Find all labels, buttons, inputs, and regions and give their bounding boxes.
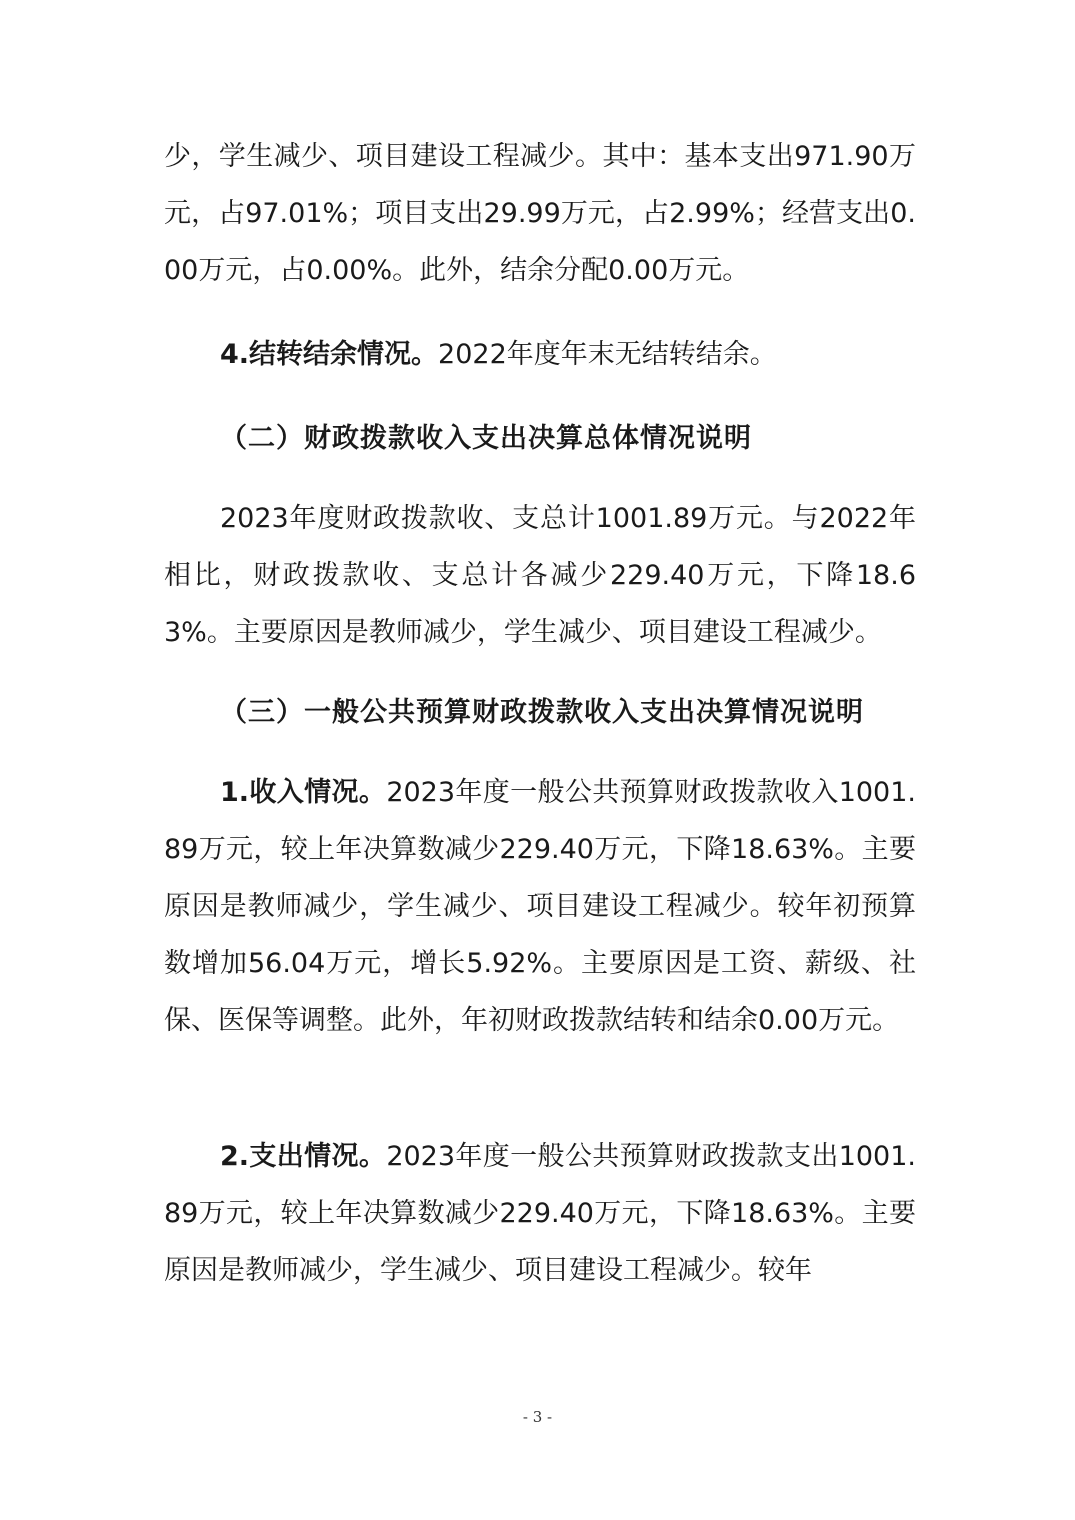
paragraph-lead: 1.收入情况。 <box>220 777 387 808</box>
section-heading-3: （三）一般公共预算财政拨款收入支出决算情况说明 <box>220 697 864 728</box>
paragraph-lead: 2.支出情况。 <box>220 1141 387 1172</box>
page-number: - 3 - <box>522 1408 553 1426</box>
paragraph-lead: 4.结转结余情况。 <box>220 339 439 370</box>
section-heading-2: （二）财政拨款收入支出决算总体情况说明 <box>220 423 752 454</box>
paragraph-fiscal-overview <box>164 490 916 661</box>
paragraph-income <box>164 764 916 1049</box>
paragraph-text: 少，学生减少、项目建设工程减少。其中：基本支出971.90万元，占97.01%；项目支出29.99万元，占2.99%；经营支出0.00万元，占0.00%。此外，结余分配0.00万元。 <box>164 141 916 286</box>
paragraph-text: 2023年度一般公共预算财政拨款支出1001.89万元，较上年决算数减少229.40万元，下降18.63%。主要原因是教师减少，学生减少、项目建设工程减少。较年 <box>164 1141 916 1286</box>
paragraph-text: 2023年度一般公共预算财政拨款收入1001.89万元，较上年决算数减少229.40万元，下降18.63%。主要原因是教师减少，学生减少、项目建设工程减少。较年初预算数增加56.04万元，增长5.92%。主要原因是工资、薪级、社保、医保等调整。此外，年初财政拨款结转和结余0.00万元。 <box>164 777 916 1036</box>
paragraph-carryover <box>164 326 916 383</box>
paragraph-text: 2022年度年末无结转结余。 <box>438 339 777 370</box>
paragraph-expenditure-breakdown <box>164 128 916 299</box>
paragraph-text: 2023年度财政拨款收、支总计1001.89万元。与2022年相比，财政拨款收、支总计各减少229.40万元，下降18.63%。主要原因是教师减少，学生减少、项目建设工程减少。 <box>164 503 916 648</box>
paragraph-expenditure <box>164 1128 916 1299</box>
